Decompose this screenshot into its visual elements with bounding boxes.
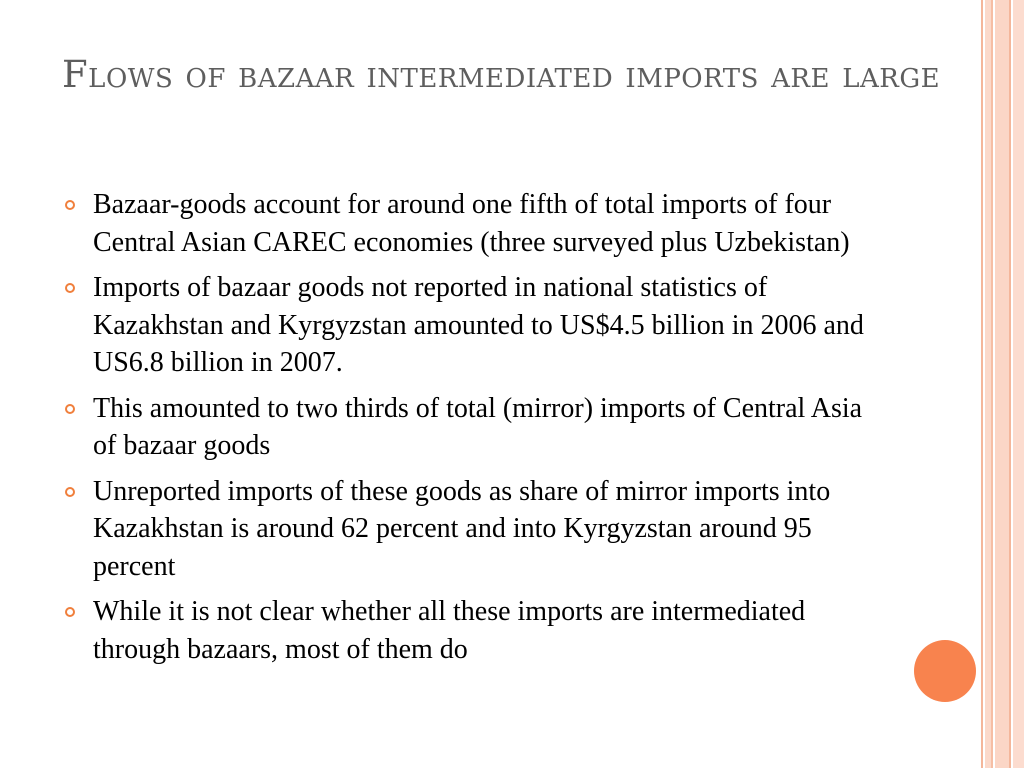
circle-bullet-icon xyxy=(65,283,75,293)
bullet-text: This amounted to two thirds of total (mirror) imports of Central Asia of bazaar goods xyxy=(93,392,863,461)
bullet-text: Imports of bazaar goods not reported in national statistics of Kazakhstan and Kyrgyzstan amounted to US$4.5 billion in 2006 and US6.8 billion in 2007. xyxy=(93,272,864,378)
circle-bullet-icon xyxy=(65,404,75,414)
bullet-item xyxy=(62,593,882,668)
decorative-stripe xyxy=(991,0,993,768)
decorative-stripe xyxy=(981,0,983,768)
decorative-stripe xyxy=(995,0,1009,768)
circle-bullet-icon xyxy=(65,607,75,617)
circle-bullet-icon xyxy=(65,200,75,210)
bullet-item xyxy=(62,269,882,382)
decorative-stripe xyxy=(1009,0,1011,768)
bullet-item xyxy=(62,186,882,261)
bullet-text: Bazaar-goods account for around one fifth of total imports of four Central Asian CAREC economies (three surveyed plus Uzbekistan) xyxy=(93,189,850,258)
bullet-item xyxy=(62,473,882,586)
decorative-circle xyxy=(914,640,976,702)
bullet-list xyxy=(62,186,882,676)
circle-bullet-icon xyxy=(65,487,75,497)
bullet-text: Unreported imports of these goods as share of mirror imports into Kazakhstan is around 62 percent and into Kyrgyzstan around 95 percent xyxy=(93,475,831,582)
bullet-item xyxy=(62,390,882,465)
slide-title: Flows of bazaar intermediated imports are large xyxy=(62,53,941,96)
bullet-text: While it is not clear whether all these imports are intermediated through bazaars, most of them do xyxy=(93,596,806,665)
decorative-stripe xyxy=(1013,0,1024,768)
